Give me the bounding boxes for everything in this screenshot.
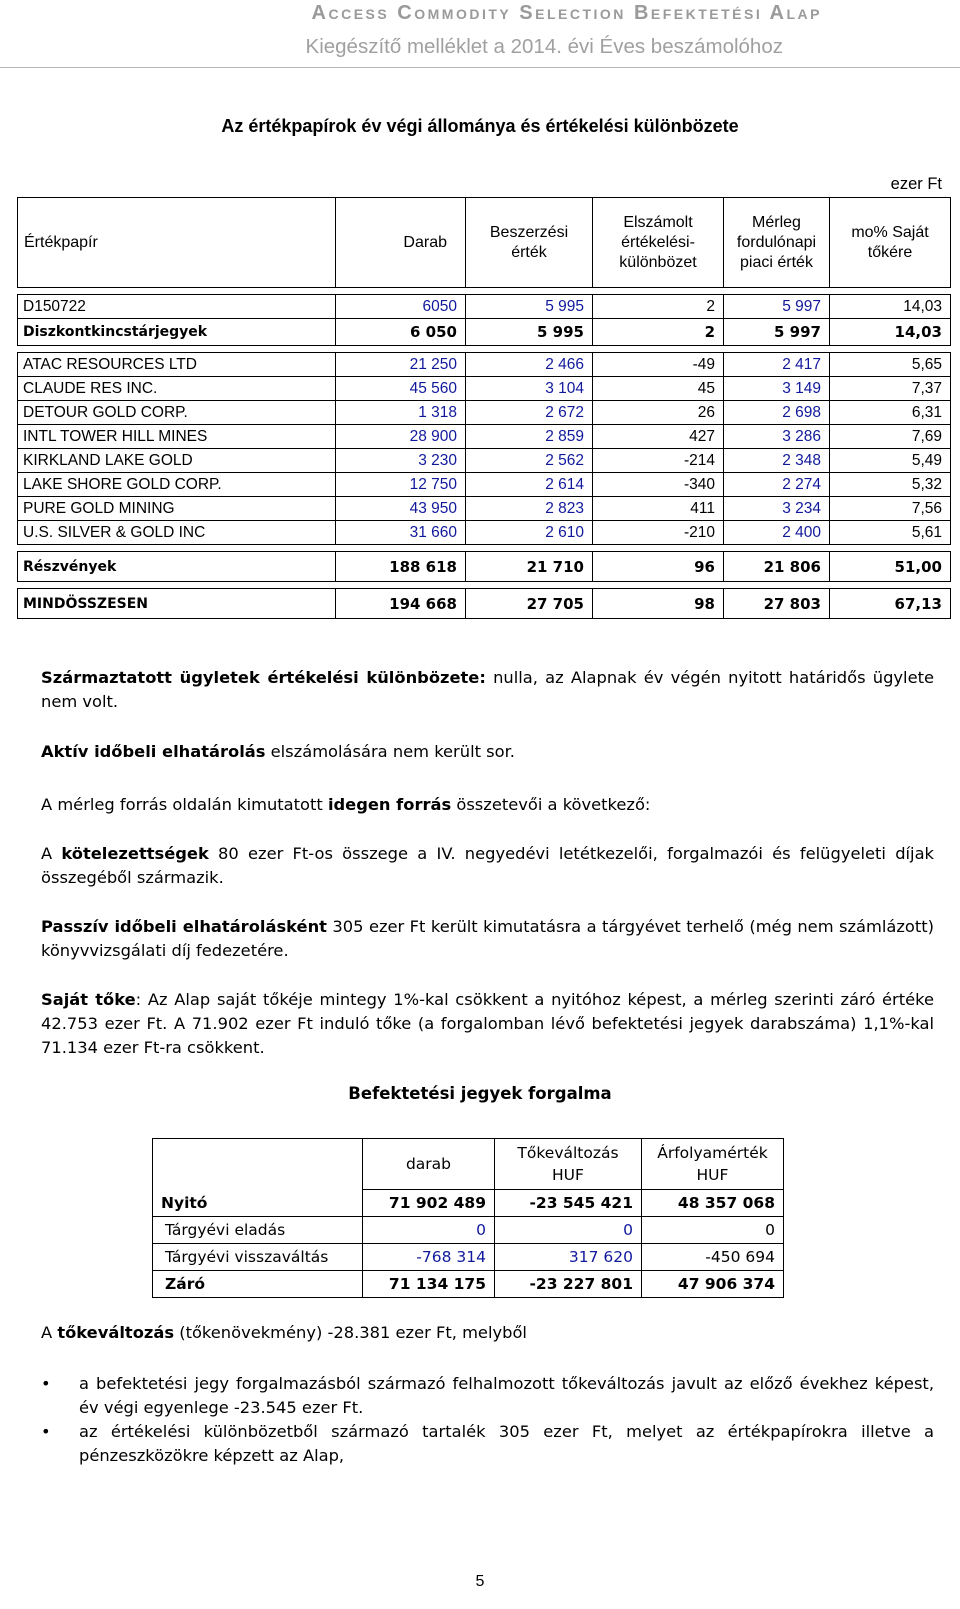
spacer-cell [18,582,951,589]
units-cell-darab: -768 314 [363,1244,495,1271]
units-col-header-arfolyam [642,1139,784,1190]
paragraph-liabilities-intro-bold: idegen forrás [327,795,452,814]
bullet-text: az értékelési különbözetből származó tartalék 305 ezer Ft, melyet az értékpapírokra illetve a pénzeszközökre képzett az Alap, [79,1422,934,1465]
units-table-header-row [153,1139,784,1190]
col-header-kulonbozet: Elszámolt értékelési- különbözet [593,198,724,288]
table-row [18,449,951,473]
cell-darab: 6050 [336,295,466,319]
cell-name: INTL TOWER HILL MINES [18,425,336,449]
cell-kulonbozet: 2 [593,319,724,346]
cell-name: CLAUDE RES INC. [18,377,336,401]
cell-pct: 5,65 [830,353,951,377]
cell-beszerzes: 3 104 [466,377,593,401]
units-cell-label: Tárgyévi visszaváltás [153,1244,363,1271]
cell-darab: 45 560 [336,377,466,401]
paragraph-capital-change-b: (tőkenövekmény) -28.381 ezer Ft, melyből [174,1323,527,1342]
table-row [18,377,951,401]
cell-darab: 43 950 [336,497,466,521]
units-table-row [153,1244,784,1271]
cell-piaci: 2 400 [724,521,830,545]
cell-piaci: 5 997 [724,295,830,319]
cell-beszerzes: 27 705 [466,589,593,619]
cell-darab: 28 900 [336,425,466,449]
units-cell-toke: 317 620 [495,1244,642,1271]
unit-label: ezer Ft [890,175,942,193]
paragraph-obligations-a: A [41,844,62,863]
paragraph-obligations-bold: kötelezettségek [61,844,209,863]
cell-name: Részvények [18,552,336,582]
paragraph-passive-accrual-bold: Passzív időbeli elhatárolásként [41,917,327,936]
paragraph-capital-change-bold: tőkeváltozás [57,1323,175,1342]
bullet-item [41,1420,934,1468]
spacer-row [18,288,951,295]
cell-name: PURE GOLD MINING [18,497,336,521]
units-cell-arfolyam: 48 357 068 [642,1190,784,1217]
paragraph-active-accrual [41,740,934,764]
table-row [18,353,951,377]
cell-name: MINDÖSSZESEN [18,589,336,619]
units-col-header-arfolyam-label: Árfolyamérték [657,1144,768,1162]
cell-piaci: 3 286 [724,425,830,449]
cell-beszerzes: 2 466 [466,353,593,377]
paragraph-liabilities-intro [41,793,934,817]
cell-kulonbozet: 427 [593,425,724,449]
cell-pct: 7,56 [830,497,951,521]
cell-darab: 21 250 [336,353,466,377]
paragraph-obligations-b: 80 ezer Ft-os összege a IV. negyedévi letétkezelői, forgalmazói és felügyeleti díjak összegéből származik. [41,844,934,887]
cell-beszerzes: 5 995 [466,295,593,319]
cell-beszerzes: 2 614 [466,473,593,497]
cell-pct: 5,32 [830,473,951,497]
report-subtitle: Kiegészítő melléklet a 2014. évi Éves beszámolóhoz [305,35,783,58]
units-cell-darab: 71 134 175 [363,1271,495,1298]
bullet-text: a befektetési jegy forgalmazásból származó felhalmozott tőkeváltozás javult az előző évekhez képest, év végi egyenlege -23.545 ezer Ft. [79,1374,934,1417]
cell-piaci: 5 997 [724,319,830,346]
spacer-row [18,582,951,589]
cell-name: U.S. SILVER & GOLD INC [18,521,336,545]
units-cell-arfolyam: -450 694 [642,1244,784,1271]
units-table-row [153,1217,784,1244]
table-header-row [18,198,951,288]
cell-beszerzes: 2 859 [466,425,593,449]
cell-beszerzes: 2 672 [466,401,593,425]
units-cell-toke: -23 545 421 [495,1190,642,1217]
cell-kulonbozet: 2 [593,295,724,319]
cell-piaci: 27 803 [724,589,830,619]
cell-pct: 5,61 [830,521,951,545]
paragraph-equity [41,988,934,1060]
cell-darab: 188 618 [336,552,466,582]
cell-name: LAKE SHORE GOLD CORP. [18,473,336,497]
units-cell-darab: 0 [363,1217,495,1244]
cell-pct: 67,13 [830,589,951,619]
cell-beszerzes: 2 823 [466,497,593,521]
table-row [18,319,951,346]
table-row [18,295,951,319]
units-table-title: Befektetési jegyek forgalma [348,1084,612,1103]
col-header-beszerzes: Beszerzési érték [466,198,593,288]
units-cell-darab: 71 902 489 [363,1190,495,1217]
units-table-row [153,1271,784,1298]
cell-kulonbozet: 96 [593,552,724,582]
col-header-piaci: Mérleg fordulónapi piaci érték [724,198,830,288]
cell-pct: 5,49 [830,449,951,473]
cell-kulonbozet: 98 [593,589,724,619]
units-table [152,1138,784,1298]
cell-kulonbozet: 45 [593,377,724,401]
cell-name: D150722 [18,295,336,319]
cell-kulonbozet: -340 [593,473,724,497]
units-col-header-empty [153,1139,363,1190]
cell-piaci: 3 234 [724,497,830,521]
units-cell-label: Tárgyévi eladás [153,1217,363,1244]
cell-pct: 14,03 [830,319,951,346]
units-cell-label: Nyitó [153,1190,363,1217]
units-cell-arfolyam: 47 906 374 [642,1271,784,1298]
units-cell-toke: -23 227 801 [495,1271,642,1298]
table-row [18,425,951,449]
paragraph-capital-change-a: A [41,1323,58,1342]
cell-kulonbozet: -214 [593,449,724,473]
spacer-cell [18,346,951,353]
cell-kulonbozet: -210 [593,521,724,545]
cell-piaci: 2 274 [724,473,830,497]
units-col-header-tokevaltozas-unit: HUF [552,1166,584,1184]
table-row [18,497,951,521]
page-number: 5 [475,1573,485,1590]
units-cell-arfolyam: 0 [642,1217,784,1244]
cell-name: KIRKLAND LAKE GOLD [18,449,336,473]
paragraph-derivatives [41,666,934,714]
cell-pct: 14,03 [830,295,951,319]
units-col-header-tokevaltozas [495,1139,642,1190]
bullet-item [41,1372,934,1420]
units-col-header-darab: darab [363,1139,495,1190]
paragraph-passive-accrual-text: 305 ezer Ft került kimutatásra a tárgyévet terhelő (még nem számlázott) könyvvizsgálati díj fedezetére. [41,917,934,960]
cell-beszerzes: 5 995 [466,319,593,346]
table-row [18,521,951,545]
cell-beszerzes: 2 610 [466,521,593,545]
cell-pct: 51,00 [830,552,951,582]
fund-name-header: Access Commodity Selection Befektetési Alap [311,2,822,24]
spacer-row [18,346,951,353]
cell-pct: 7,37 [830,377,951,401]
cell-pct: 7,69 [830,425,951,449]
cell-piaci: 2 698 [724,401,830,425]
cell-name: ATAC RESOURCES LTD [18,353,336,377]
paragraph-liabilities-intro-b: összetevői a következő: [451,795,651,814]
cell-darab: 6 050 [336,319,466,346]
paragraph-passive-accrual [41,915,934,963]
header-divider [0,67,960,68]
table-row [18,401,951,425]
table-row [18,473,951,497]
cell-kulonbozet: -49 [593,353,724,377]
col-header-darab: Darab [336,198,466,288]
spacer-cell [18,545,951,552]
cell-name: Diszkontkincstárjegyek [18,319,336,346]
cell-darab: 12 750 [336,473,466,497]
units-col-header-arfolyam-unit: HUF [696,1166,729,1184]
spacer-row [18,545,951,552]
paragraph-capital-change [41,1321,934,1345]
cell-piaci: 3 149 [724,377,830,401]
capital-change-bullet-list [41,1372,934,1468]
units-cell-label: Záró [153,1271,363,1298]
paragraph-equity-bold: Saját tőke [41,990,136,1009]
cell-darab: 194 668 [336,589,466,619]
securities-table-title: Az értékpapírok év végi állománya és értékelési különbözete [221,116,739,136]
cell-darab: 3 230 [336,449,466,473]
table-row [18,589,951,619]
cell-kulonbozet: 411 [593,497,724,521]
table-row [18,552,951,582]
securities-table [17,197,951,619]
bullet-dot: • [41,1374,51,1393]
bullet-dot: • [41,1422,51,1441]
cell-beszerzes: 2 562 [466,449,593,473]
paragraph-derivatives-bold: Származtatott ügyletek értékelési különbözete: [41,668,486,687]
units-table-row [153,1190,784,1217]
paragraph-derivatives-text: nulla, az Alapnak év végén nyitott határidős ügylete nem volt. [41,668,934,711]
cell-piaci: 2 348 [724,449,830,473]
cell-kulonbozet: 26 [593,401,724,425]
cell-name: DETOUR GOLD CORP. [18,401,336,425]
paragraph-liabilities-intro-a: A mérleg forrás oldalán kimutatott [41,795,328,814]
units-cell-toke: 0 [495,1217,642,1244]
cell-darab: 1 318 [336,401,466,425]
col-header-ertekpapir: Értékpapír [18,198,336,288]
cell-darab: 31 660 [336,521,466,545]
cell-piaci: 2 417 [724,353,830,377]
paragraph-active-accrual-bold: Aktív időbeli elhatárolás [41,742,266,761]
col-header-pct: mo% Saját tőkére [830,198,951,288]
paragraph-equity-text: : Az Alap saját tőkéje mintegy 1%-kal csökkent a nyitóhoz képest, a mérleg szerinti záró értéke 42.753 ezer Ft. A 71.902 ezer Ft induló tőke (a forgalomban lévő befektetési jegyek darabszáma) 1,1%-kal 71.134 ezer Ft-ra csökkent. [41,990,934,1057]
cell-beszerzes: 21 710 [466,552,593,582]
paragraph-obligations [41,842,934,890]
cell-piaci: 21 806 [724,552,830,582]
cell-pct: 6,31 [830,401,951,425]
units-col-header-tokevaltozas-label: Tőkeváltozás [517,1144,619,1162]
paragraph-active-accrual-text: elszámolására nem került sor. [265,742,515,761]
